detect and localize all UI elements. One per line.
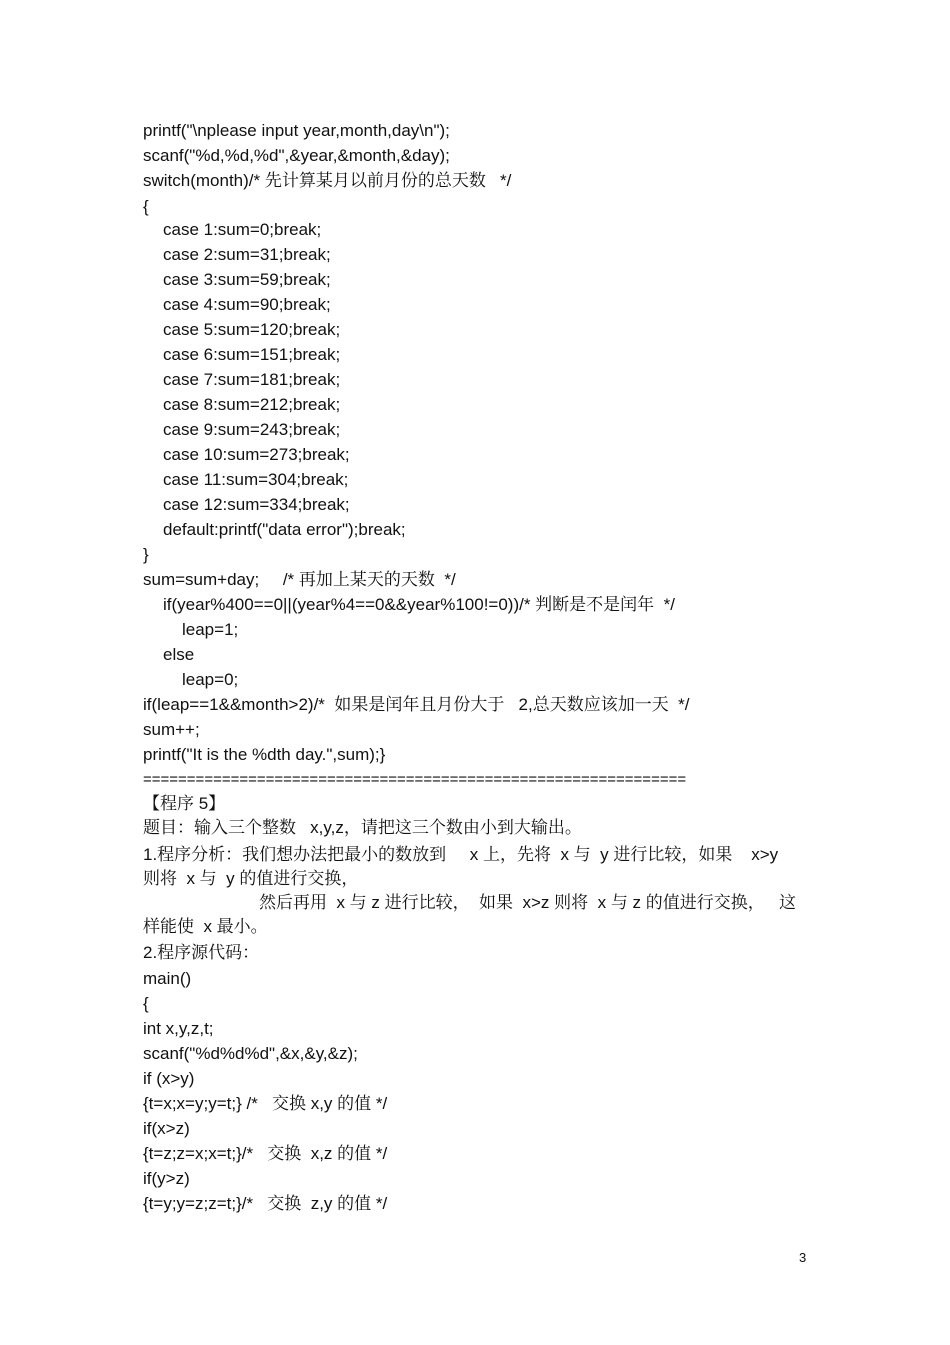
code-line: int x,y,z,t;	[143, 1019, 214, 1038]
text-line: 则将 x 与 y 的值进行交换，	[143, 869, 359, 888]
page-number: 3	[799, 1250, 807, 1265]
code-line: case 4:sum=90;break;	[163, 295, 331, 314]
code-line: scanf("%d,%d,%d",&year,&month,&day);	[143, 146, 450, 165]
code-line: switch(month)/* 先计算某月以前月份的总天数 */	[143, 171, 512, 190]
code-line: case 12:sum=334;break;	[163, 495, 350, 514]
code-line: case 8:sum=212;break;	[163, 395, 341, 414]
section-heading: 【程序 5】	[143, 794, 226, 813]
code-line: case 9:sum=243;break;	[163, 420, 341, 439]
separator-line: ==============================================================	[143, 771, 687, 788]
code-line: {t=x;x=y;y=t;} /* 交换 x,y 的值 */	[143, 1094, 388, 1113]
code-line: {t=z;z=x;x=t;}/* 交换 x,z 的值 */	[143, 1144, 388, 1163]
code-line: }	[143, 545, 149, 564]
code-line: case 11:sum=304;break;	[163, 470, 349, 489]
code-line: case 5:sum=120;break;	[163, 320, 341, 339]
text-line: 题目：输入三个整数 x,y,z，请把这三个数由小到大输出。	[143, 818, 582, 837]
code-line: case 2:sum=31;break;	[163, 245, 331, 264]
code-line: printf("It is the %dth day.",sum);}	[143, 745, 386, 764]
code-line: scanf("%d%d%d",&x,&y,&z);	[143, 1044, 358, 1063]
code-line: printf("\nplease input year,month,day\n");	[143, 121, 450, 140]
text-line: 2.程序源代码：	[143, 943, 260, 962]
code-line: default:printf("data error");break;	[163, 520, 406, 539]
code-line: if(year%400==0||(year%4==0&&year%100!=0))/* 判断是不是闰年 */	[163, 595, 675, 614]
code-line: {	[143, 994, 149, 1013]
code-line: case 1:sum=0;break;	[163, 220, 322, 239]
code-line: sum++;	[143, 720, 200, 739]
code-line: if (x>y)	[143, 1069, 195, 1088]
code-line: leap=1;	[182, 620, 239, 639]
code-line: case 6:sum=151;break;	[163, 345, 341, 364]
code-line: case 3:sum=59;break;	[163, 270, 331, 289]
code-line: else	[163, 645, 195, 664]
code-line: main()	[143, 969, 192, 988]
code-line: leap=0;	[182, 670, 239, 689]
code-line: {t=y;y=z;z=t;}/* 交换 z,y 的值 */	[143, 1194, 388, 1213]
text-line: 然后再用 x 与 z 进行比较， 如果 x>z 则将 x 与 z 的值进行交换， 这	[259, 893, 796, 912]
code-line: if(leap==1&&month>2)/* 如果是闰年且月份大于 2,总天数应该加一天 */	[143, 695, 690, 714]
code-line: case 10:sum=273;break;	[163, 445, 350, 464]
code-line: sum=sum+day; /* 再加上某天的天数 */	[143, 570, 456, 589]
text-line: 样能使 x 最小。	[143, 917, 268, 936]
code-line: case 7:sum=181;break;	[163, 370, 341, 389]
code-line: if(x>z)	[143, 1119, 190, 1138]
text-line: 1.程序分析：我们想办法把最小的数放到 x 上，先将 x 与 y 进行比较，如果 x>y	[143, 845, 779, 864]
code-line: if(y>z)	[143, 1169, 190, 1188]
code-line: {	[143, 197, 149, 216]
